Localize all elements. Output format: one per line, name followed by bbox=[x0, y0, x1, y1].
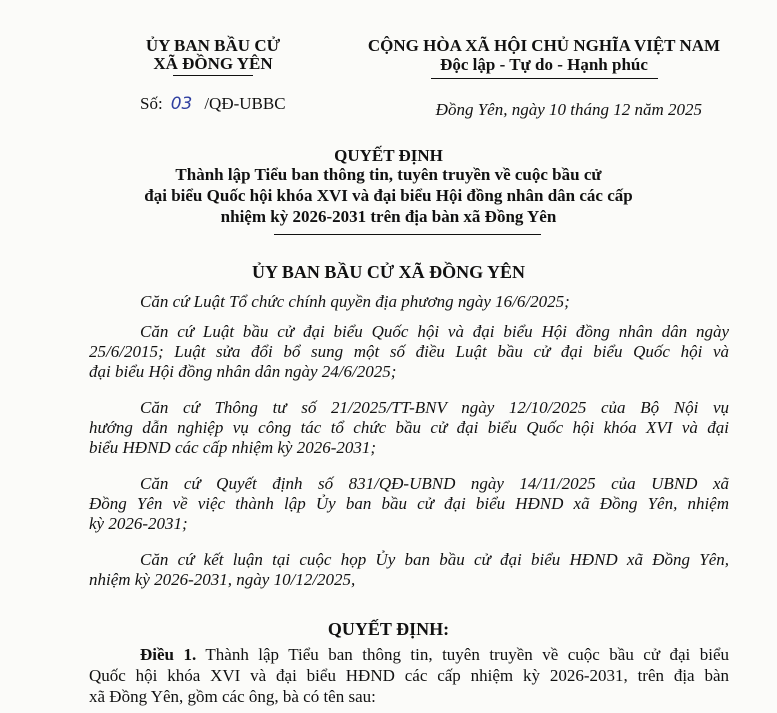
paragraph-line: Căn cứ Quyết định số 831/QĐ-UBND ngày 14/11/2025 của UBND xã bbox=[140, 474, 729, 493]
paragraph-line: Căn cứ Luật bầu cử đại biểu Quốc hội và đại biểu Hội đồng nhân dân ngày bbox=[140, 322, 729, 341]
place-date-line: Đồng Yên, ngày 10 tháng 12 năm 2025 bbox=[435, 100, 702, 119]
subject-line: nhiệm kỳ 2026-2031 trên địa bàn xã Đồng Yên bbox=[220, 207, 557, 226]
paragraph-line: 25/6/2015; Luật sửa đổi bổ sung một số điều Luật bầu cử đại biểu Quốc hội và bbox=[89, 342, 729, 361]
number-suffix: /QĐ-UBBC bbox=[204, 94, 286, 113]
legal-basis-paragraph bbox=[89, 322, 729, 382]
article-1-line: Quốc hội khóa XVI và đại biểu HĐND các cấp nhiệm kỳ 2026-2031, trên địa bàn bbox=[89, 666, 729, 685]
paragraph-line: nhiệm kỳ 2026-2031, ngày 10/12/2025, bbox=[89, 570, 356, 589]
national-motto: Độc lập - Tự do - Hạnh phúc bbox=[440, 55, 648, 74]
legal-basis-paragraph bbox=[89, 292, 729, 312]
paragraph-line: Đồng Yên về việc thành lập Ủy ban bầu cử đại biểu HĐND xã Đồng Yên, nhiệm bbox=[89, 494, 729, 513]
article-label: Điều 1. bbox=[140, 645, 197, 664]
paragraph-line: kỳ 2026-2031; bbox=[89, 514, 188, 533]
document-number bbox=[140, 94, 286, 114]
paragraph-line: hướng dẫn nghiệp vụ công tác tổ chức bầu cử đại biểu Quốc hội khóa XVI và đại bbox=[89, 418, 729, 437]
national-title: CỘNG HÒA XÃ HỘI CHỦ NGHĨA VIỆT NAM bbox=[367, 36, 721, 55]
title-underline bbox=[274, 234, 541, 235]
article-1 bbox=[89, 644, 729, 707]
legal-basis-paragraph bbox=[89, 474, 729, 534]
issuing-body-line2: XÃ ĐỒNG YÊN bbox=[153, 54, 273, 73]
legal-basis-paragraph bbox=[89, 398, 729, 458]
issuing-body-line1: ỦY BAN BẦU CỬ bbox=[145, 36, 281, 55]
article-1-line bbox=[89, 644, 729, 665]
paragraph-line: Căn cứ Luật Tổ chức chính quyền địa phương ngày 16/6/2025; bbox=[140, 292, 570, 311]
article-1-line: xã Đồng Yên, gồm các ông, bà có tên sau: bbox=[89, 687, 376, 706]
number-prefix: Số: bbox=[140, 94, 163, 113]
issuing-body-underline bbox=[173, 75, 253, 76]
decision-heading: QUYẾT ĐỊNH: bbox=[327, 619, 450, 639]
legal-basis-paragraph bbox=[89, 550, 729, 590]
subject-line: đại biểu Quốc hội khóa XVI và đại biểu Hội đồng nhân dân các cấp bbox=[144, 186, 633, 205]
document-type-title: QUYẾT ĐỊNH bbox=[334, 146, 443, 165]
paragraph-line: Căn cứ Thông tư số 21/2025/TT-BNV ngày 12/10/2025 của Bộ Nội vụ bbox=[140, 398, 729, 417]
paragraph-line: Căn cứ kết luận tại cuộc họp Ủy ban bầu cử đại biểu HĐND xã Đồng Yên, bbox=[140, 550, 729, 569]
handwritten-number: 03 bbox=[170, 94, 193, 114]
motto-underline bbox=[431, 78, 658, 79]
article-text: Thành lập Tiểu ban thông tin, tuyên truyền về cuộc bầu cử đại biểu bbox=[205, 645, 730, 664]
paragraph-line: đại biểu Hội đồng nhân dân ngày 24/6/2025; bbox=[89, 362, 397, 381]
issuing-authority-heading: ỦY BAN BẦU CỬ XÃ ĐỒNG YÊN bbox=[252, 262, 525, 282]
subject-line: Thành lập Tiểu ban thông tin, tuyên truyền về cuộc bầu cử bbox=[175, 165, 602, 184]
paragraph-line: biểu HĐND các cấp nhiệm kỳ 2026-2031; bbox=[89, 438, 377, 457]
